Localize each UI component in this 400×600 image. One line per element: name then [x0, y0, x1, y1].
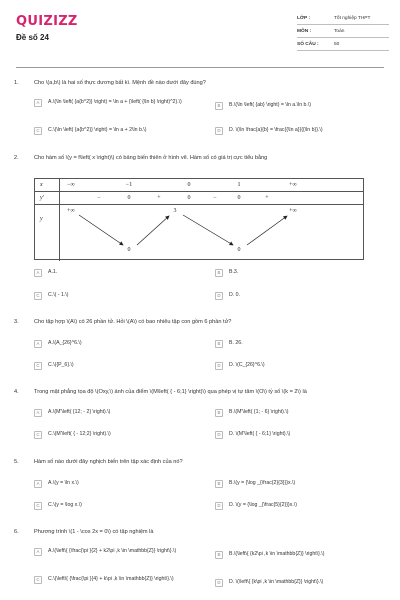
option-letter-box: D — [215, 502, 223, 510]
meta-value: Toán — [334, 28, 345, 34]
question-number: 6. — [14, 529, 19, 535]
question-text: Trong mặt phẳng tọa độ \(Oxy,\) ảnh của điểm \(M\left( { - 6;1} \right)\) qua phép vị tự tâm \(O\) tỷ số \(k = 2\) là — [34, 389, 307, 395]
option-letter-box: C — [34, 292, 42, 300]
arrow-decreasing — [79, 215, 123, 245]
option-a[interactable] — [34, 340, 82, 348]
option-b[interactable] — [215, 409, 289, 417]
option-letter-box: C — [34, 576, 42, 584]
option-d[interactable] — [215, 127, 323, 135]
variation-table — [34, 178, 364, 260]
variation-arrows — [35, 179, 365, 261]
x-value: −∞ — [67, 182, 75, 188]
row-label-x: x — [40, 182, 43, 188]
option-d[interactable] — [215, 431, 290, 439]
option-text: B. 26. — [229, 340, 243, 346]
option-letter-box: D — [215, 579, 223, 587]
option-letter-box: B — [215, 340, 223, 348]
option-letter-box: A — [34, 548, 42, 556]
option-letter-box: A — [34, 409, 42, 417]
row-label-y: y — [40, 216, 43, 222]
option-letter-box: C — [34, 127, 42, 135]
option-a[interactable] — [34, 548, 209, 556]
option-letter-box: D — [215, 362, 223, 370]
option-text: C.\( - 1.\) — [48, 292, 69, 298]
option-letter-box: D — [215, 292, 223, 300]
arrow-increasing — [137, 216, 169, 245]
option-text: D. \(\left\{ {k\pi ,k \in \mathbb{Z}} \right\}.\) — [229, 579, 324, 585]
option-d[interactable] — [215, 292, 240, 300]
option-letter-box: A — [34, 340, 42, 348]
option-text: C.\(y = \log x.\) — [48, 502, 82, 508]
sign: + — [157, 195, 161, 201]
option-text: B.\(y = {\log _{\frac{2}{3}}}x.\) — [229, 480, 296, 486]
option-c[interactable] — [34, 576, 209, 584]
option-letter-box: A — [34, 269, 42, 277]
option-d[interactable] — [215, 362, 265, 370]
option-letter-box: A — [34, 99, 42, 107]
option-text: A.\(\ln \left( {a{b^2}} \right) = \ln a + {\left( {\ln b} \right)^2}.\) — [48, 99, 182, 105]
option-letter-box: C — [34, 362, 42, 370]
meta-value: Tốt nghiệp THPT — [334, 15, 371, 21]
question-number: 1. — [14, 80, 19, 86]
question-number: 3. — [14, 319, 19, 325]
question-text: Cho tập hợp \(A\) có 26 phần tử. Hỏi \(A\) có bao nhiêu tập con gồm 6 phần tử? — [34, 319, 232, 325]
x-value: +∞ — [289, 182, 297, 188]
meta-key: LỚP : — [297, 15, 311, 21]
row-label-y-prime: y' — [40, 195, 44, 201]
question-text: Cho \(a,b\) là hai số thực dương bất kì. Mệnh đề nào dưới đây đúng? — [34, 80, 206, 86]
option-letter-box: B — [215, 551, 223, 559]
option-text: A.1. — [48, 269, 58, 275]
option-text: C.\(\left\{ {\frac{\pi }{4} + k\pi ,k \in \mathbb{Z}} \right\}.\) — [48, 576, 174, 582]
meta-value: 50 — [334, 41, 340, 47]
meta-key: MÔN : — [297, 28, 312, 34]
option-text: B.\(M'\left( {1; - 6} \right).\) — [229, 409, 289, 415]
exam-meta — [297, 12, 389, 51]
question-text: Hàm số nào dưới đây nghịch biến trên tập xác định của nó? — [34, 459, 183, 465]
sign: − — [213, 195, 217, 201]
option-c[interactable] — [34, 431, 111, 439]
option-a[interactable] — [34, 480, 79, 488]
option-b[interactable] — [215, 340, 243, 348]
question-text: Phương trình \(1 - \cos 2x = 0\) có tập nghiệm là — [34, 529, 154, 535]
option-text: D. 0. — [229, 292, 240, 298]
option-text: D. \(\ln \frac{a}{b} = \frac{{\ln a}}{{\ln b}}.\) — [229, 127, 323, 133]
question-number: 4. — [14, 389, 19, 395]
arrow-decreasing — [183, 215, 233, 245]
option-c[interactable] — [34, 127, 146, 135]
y-value: 0 — [127, 247, 131, 253]
option-text: C.\(M'\left( { - 12;2} \right).\) — [48, 431, 111, 437]
option-a[interactable] — [34, 409, 110, 417]
option-text: B.3. — [229, 269, 239, 275]
option-b[interactable] — [215, 551, 324, 559]
option-text: D. \(M'\left( { - 6;1} \right).\) — [229, 431, 291, 437]
option-letter-box: A — [34, 480, 42, 488]
meta-subject — [297, 25, 389, 38]
x-value: 0 — [187, 182, 191, 188]
question-text: Cho hàm số \(y = f\left( x \right)\) có bảng biến thiên ở hình vẽ. Hàm số có giá trị cực tiểu bằng — [34, 155, 268, 161]
option-text: D. \(y = {\log _{\frac{5}{2}}}x.\) — [229, 502, 297, 508]
option-b[interactable] — [215, 102, 311, 110]
arrow-increasing — [247, 216, 287, 245]
option-a[interactable] — [34, 99, 209, 107]
option-text: C.\({P_6}.\) — [48, 362, 74, 368]
meta-key: SỐ CÂU : — [297, 41, 319, 47]
option-a[interactable] — [34, 269, 57, 277]
x-value: 1 — [237, 182, 241, 188]
question-number: 2. — [14, 155, 19, 161]
header-divider — [16, 67, 384, 68]
option-letter-box: C — [34, 502, 42, 510]
option-c[interactable] — [34, 502, 82, 510]
sign: 0 — [127, 195, 131, 201]
option-letter-box: D — [215, 431, 223, 439]
option-letter-box: C — [34, 431, 42, 439]
y-value: +∞ — [289, 208, 297, 214]
option-d[interactable] — [215, 579, 323, 587]
y-value: 3 — [173, 208, 177, 214]
document-header — [0, 0, 400, 62]
quizizz-logo: QUIZIZZ — [16, 14, 78, 29]
option-c[interactable] — [34, 362, 74, 370]
y-value: +∞ — [67, 208, 75, 214]
sign: + — [265, 195, 269, 201]
sign: − — [97, 195, 101, 201]
option-letter-box: B — [215, 480, 223, 488]
question-number: 5. — [14, 459, 19, 465]
option-letter-box: D — [215, 127, 223, 135]
option-d[interactable] — [215, 502, 297, 510]
option-c[interactable] — [34, 292, 68, 300]
option-text: A.\(y = \ln x.\) — [48, 480, 79, 486]
sign: 0 — [187, 195, 191, 201]
option-text: C.\(\ln \left( {a{b^2}} \right) = \ln a + 2\ln b.\) — [48, 127, 147, 133]
option-text: A.\(A_{26}^6.\) — [48, 340, 82, 346]
option-text: B.\(\left\{ {k2\pi ,k \in \mathbb{Z}} \right\}.\) — [229, 551, 325, 557]
meta-question-count — [297, 38, 389, 51]
x-value: −1 — [125, 182, 133, 188]
option-letter-box: B — [215, 409, 223, 417]
option-text: B.\(\ln \left( {ab} \right) = \ln a.\ln b.\) — [229, 102, 312, 108]
option-letter-box: B — [215, 102, 223, 110]
option-b[interactable] — [215, 480, 295, 488]
meta-class — [297, 12, 389, 25]
option-text: A.\(\left\{ {\frac{\pi }{2} + k2\pi ,k \in \mathbb{Z}} \right\}.\) — [48, 548, 177, 554]
option-text: A.\(M'\left( {12; - 2} \right).\) — [48, 409, 111, 415]
option-text: D. \(C_{26}^6.\) — [229, 362, 265, 368]
exam-title: Đề số 24 — [16, 33, 49, 42]
y-value: 0 — [237, 247, 241, 253]
sign: 0 — [237, 195, 241, 201]
option-b[interactable] — [215, 269, 238, 277]
option-letter-box: B — [215, 269, 223, 277]
